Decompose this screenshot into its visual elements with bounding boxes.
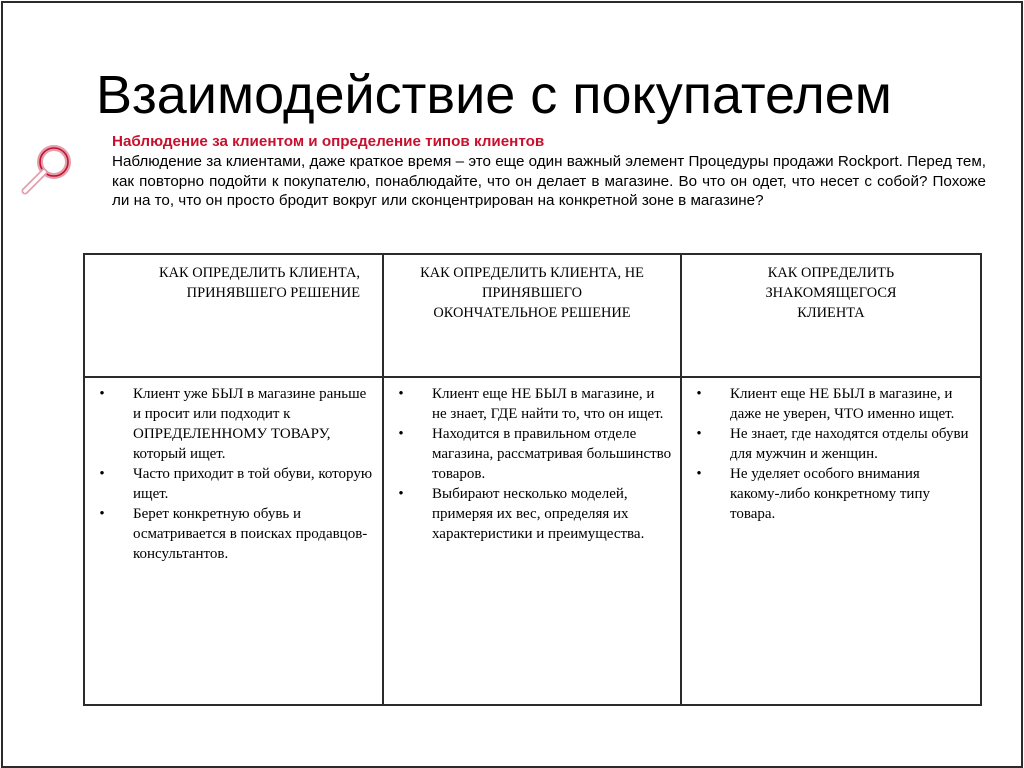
table-body-row <box>84 377 981 705</box>
cell-browsing <box>681 377 981 705</box>
bullet-icon: • <box>696 466 702 482</box>
bullet-icon: • <box>99 386 105 402</box>
header-line: КЛИЕНТА <box>797 305 865 321</box>
intro-block <box>112 132 986 211</box>
bullet-icon: • <box>398 426 404 442</box>
column-header-browsing <box>681 254 981 377</box>
bullet-icon: • <box>398 486 404 502</box>
list-item <box>392 384 672 424</box>
header-line: ЗНАКОМЯЩЕГОСЯ <box>765 285 897 301</box>
table-header-row <box>84 254 981 377</box>
list-item-text: Выбирают несколько моделей, примеряя их вес, определяя их характеристики и преимущества. <box>432 486 645 542</box>
cell-decided <box>84 377 383 705</box>
list-item-text: Клиент еще НЕ БЫЛ в магазине, и даже не уверен, ЧТО именно ищет. <box>730 386 955 422</box>
list-item-text: Не знает, где находятся отделы обуви для мужчин и женщин. <box>730 426 969 462</box>
list-item <box>93 504 374 564</box>
header-line: КАК ОПРЕДЕЛИТЬ КЛИЕНТА, НЕ <box>420 265 644 281</box>
header-line: ПРИНЯВШЕГО <box>481 285 583 301</box>
list-item <box>93 464 374 504</box>
column-header-decided <box>84 254 383 377</box>
column-header-undecided <box>383 254 681 377</box>
header-line: КАК ОПРЕДЕЛИТЬ КЛИЕНТА, <box>159 265 360 281</box>
header-line: ПРИНЯВШЕГО РЕШЕНИЕ <box>186 285 360 301</box>
header-line: ОКОНЧАТЕЛЬНОЕ РЕШЕНИЕ <box>433 305 631 321</box>
bullet-icon: • <box>99 506 105 522</box>
list-item <box>93 384 374 464</box>
header-line: КАК ОПРЕДЕЛИТЬ <box>767 265 895 281</box>
intro-body: Наблюдение за клиентами, даже краткое время – это еще один важный элемент Процедуры продажи Rockport. Перед тем, как повторно подойти к покупателю, понаблюдайте, что он делает в магазине. Во что он одет, что несет с собой? Похоже ли на то, что он просто бродит вокруг или сконцентрирован на конкретной зоне в магазине? <box>112 152 986 210</box>
list-item <box>392 424 672 484</box>
bullet-icon: • <box>99 466 105 482</box>
list-item <box>392 484 672 544</box>
magnifier-icon <box>16 140 78 200</box>
bullet-icon: • <box>398 386 404 402</box>
list-item <box>690 464 972 524</box>
bullet-icon: • <box>696 426 702 442</box>
list-item-text: Не уделяет особого внимания какому-либо конкретному типу товара. <box>730 466 930 522</box>
bullet-icon: • <box>696 386 702 402</box>
list-item <box>690 424 972 464</box>
list-item-text: Часто приходит в той обуви, которую ищет. <box>133 466 373 502</box>
client-types-table <box>83 253 982 706</box>
list-item-text: Клиент еще НЕ БЫЛ в магазине, и не знает, ГДЕ найти то, что он ищет. <box>432 386 664 422</box>
list-item-text: Клиент уже БЫЛ в магазине раньше и просит или подходит к ОПРЕДЕЛЕННОМУ ТОВАРУ, который ищет. <box>133 386 367 462</box>
list-item-text: Находится в правильном отделе магазина, рассматривая большинство товаров. <box>432 426 672 482</box>
slide-title: Взаимодействие с покупателем <box>96 65 892 125</box>
list-item-text: Берет конкретную обувь и осматривается в поисках продавцов-консультантов. <box>133 506 368 562</box>
intro-heading: Наблюдение за клиентом и определение типов клиентов <box>112 133 545 150</box>
cell-undecided <box>383 377 681 705</box>
list-item <box>690 384 972 424</box>
